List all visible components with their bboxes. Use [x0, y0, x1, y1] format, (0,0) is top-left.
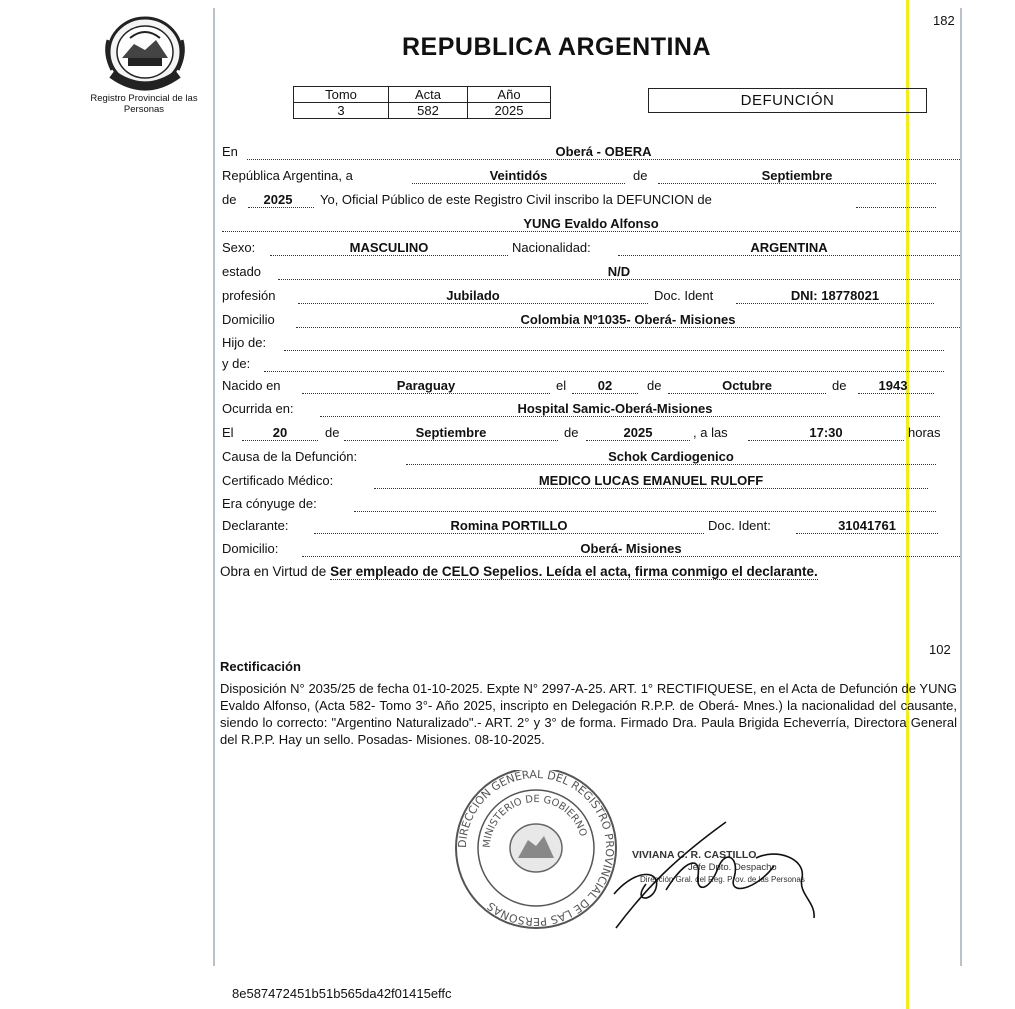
- right-margin-line: [960, 8, 962, 966]
- field-row-fallecido: [222, 215, 960, 237]
- field-label: En: [222, 144, 238, 159]
- rectificacion-title: Rectificación: [220, 659, 301, 674]
- field-label: estado: [222, 264, 262, 279]
- table-header: Tomo: [294, 87, 389, 103]
- signer-org: Dirección Gral. del Reg. Prov. de las Personas: [640, 875, 805, 884]
- field-label: Ocurrida en:: [222, 401, 294, 416]
- declarante-value: Romina PORTILLO: [450, 518, 568, 533]
- field-line: [856, 191, 936, 208]
- dni-value: DNI: 18778021: [790, 288, 880, 303]
- fallecido-value: YUNG Evaldo Alfonso: [523, 216, 659, 231]
- field-label: Obra en Virtud de: [220, 564, 327, 579]
- table-header: Año: [468, 87, 551, 103]
- field-label: Domicilio:: [222, 541, 279, 556]
- def-dia-value: 20: [272, 425, 288, 440]
- table-header: Acta: [389, 87, 468, 103]
- field-label: Nacido en: [222, 378, 281, 393]
- field-label: , a las: [693, 425, 728, 440]
- table-cell: 2025: [468, 103, 551, 119]
- estado-value: N/D: [607, 264, 631, 279]
- domicilio-declarante-value: Oberá- Misiones: [580, 541, 682, 556]
- field-label: Causa de la Defunción:: [222, 449, 358, 464]
- nacido-lugar-value: Paraguay: [396, 378, 456, 393]
- field-row-lugar: [222, 143, 960, 165]
- left-margin-line: [213, 8, 215, 966]
- table-cell: 582: [389, 103, 468, 119]
- field-label: de: [564, 425, 579, 440]
- field-label: de: [325, 425, 340, 440]
- field-label: Doc. Ident:: [708, 518, 771, 533]
- mes-value: Septiembre: [761, 168, 833, 183]
- field-row-nacido: [222, 377, 960, 399]
- handwritten-signature-icon: [606, 818, 836, 936]
- act-type-box: DEFUNCIÓN: [648, 88, 927, 113]
- field-row-domicilio: [222, 311, 960, 333]
- field-label: Declarante:: [222, 518, 289, 533]
- field-row-hijo-de: [222, 334, 960, 356]
- side-number: 102: [929, 642, 951, 657]
- stamp-ring-text: DIRECCION GENERAL DEL REGISTRO PROVINCIAL DE LAS PERSONAS: [455, 770, 617, 929]
- field-row-domicilio-declarante: [222, 540, 960, 562]
- field-label: de: [633, 168, 648, 183]
- field-label: Domicilio: [222, 312, 275, 327]
- page-number: 182: [933, 13, 955, 28]
- profesion-value: Jubilado: [446, 288, 500, 303]
- field-label: Certificado Médico:: [222, 473, 334, 488]
- stamp-inner-text: MINISTERIO DE GOBIERNO: [481, 793, 589, 849]
- page-title: REPUBLICA ARGENTINA: [402, 33, 712, 61]
- declarante-doc-value: 31041761: [838, 518, 896, 533]
- table-cell: 3: [294, 103, 389, 119]
- field-row-estado: [222, 263, 960, 285]
- field-row-sexo: [222, 239, 960, 261]
- field-label: Era cónyuge de:: [222, 496, 317, 511]
- field-label: Nacionalidad:: [512, 240, 591, 255]
- nacido-anio-value: 1943: [878, 378, 908, 393]
- ocurrida-value: Hospital Samic-Oberá-Misiones: [517, 401, 713, 416]
- field-label: Yo, Oficial Público de este Registro Civil inscribo la DEFUNCION de: [320, 192, 712, 207]
- hora-value: 17:30: [809, 425, 843, 440]
- certificado-value: MEDICO LUCAS EMANUEL RULOFF: [538, 473, 764, 488]
- rectificacion-body: Disposición N° 2035/25 de fecha 01-10-2025. Expte N° 2997-A-25. ART. 1° RECTIFIQUESE, en el Acta de Defunción de YUNG Evaldo Alfonso, (Acta 582- Tomo 3°- Año 2025, inscripto en Delegación R.P.P. de Oberá- Mnes.) la nacionalidad del causante, siendo lo correcto: "Argentino Naturalizado".- ART. 2° y 3° de forma. Firmado Dra. Paula Brigida Echeverría, Directora General del R.P.P. Hay un sello. Posadas- Misiones. 08-10-2025.: [220, 681, 957, 747]
- dia-value: Veintidós: [489, 168, 548, 183]
- field-row-declarante: [222, 517, 960, 539]
- field-row-fecha: [222, 167, 960, 189]
- field-label: de: [832, 378, 847, 393]
- field-label: Sexo:: [222, 240, 256, 255]
- field-row-ocurrida: [222, 400, 960, 422]
- field-label: y de:: [222, 356, 251, 371]
- document-hash: 8e587472451b51b565da42f01415effc: [232, 986, 452, 1001]
- field-label: profesión: [222, 288, 276, 303]
- field-line: [354, 495, 936, 512]
- field-label: Hijo de:: [222, 335, 267, 350]
- obra-en-virtud: [220, 563, 958, 581]
- act-reference-table: [293, 86, 551, 119]
- field-row-causa: [222, 448, 960, 470]
- provincia-misiones-seal-icon: [100, 14, 190, 94]
- registry-stamp-icon: [446, 770, 626, 930]
- domicilio-value: Colombia Nº1035- Oberá- Misiones: [520, 312, 736, 327]
- def-mes-value: Septiembre: [415, 425, 487, 440]
- field-label: de: [647, 378, 662, 393]
- nacionalidad-value: ARGENTINA: [750, 240, 828, 255]
- field-label: Doc. Ident: [654, 288, 714, 303]
- field-row-fecha-defuncion: [222, 424, 960, 446]
- field-label: República Argentina, a: [222, 168, 353, 183]
- obra-value: Ser empleado de CELO Sepelios. Leída el acta, firma conmigo el declarante.: [330, 564, 818, 579]
- anio-value: 2025: [263, 192, 293, 207]
- def-anio-value: 2025: [623, 425, 653, 440]
- registry-label: Registro Provincial de las Personas: [90, 93, 198, 115]
- lugar-value: Oberá - OBERA: [555, 144, 652, 159]
- field-line: [264, 355, 944, 372]
- field-label: de: [222, 192, 237, 207]
- field-row-conyuge: [222, 495, 960, 517]
- signer-name: VIVIANA C. R. CASTILLO: [632, 849, 757, 861]
- sexo-value: MASCULINO: [349, 240, 429, 255]
- field-line: [284, 334, 944, 351]
- signer-role: Jefe Dpto. Despacho: [688, 862, 777, 873]
- field-label: El: [222, 425, 234, 440]
- field-row-certificado: [222, 472, 960, 494]
- nacido-mes-value: Octubre: [722, 378, 772, 393]
- field-label: horas: [908, 425, 941, 440]
- nacido-dia-value: 02: [597, 378, 613, 393]
- field-label: el: [556, 378, 567, 393]
- field-row-y-de: [222, 355, 960, 377]
- field-row-profesion: [222, 287, 960, 309]
- field-row-anio: [222, 191, 960, 213]
- causa-value: Schok Cardiogenico: [608, 449, 734, 464]
